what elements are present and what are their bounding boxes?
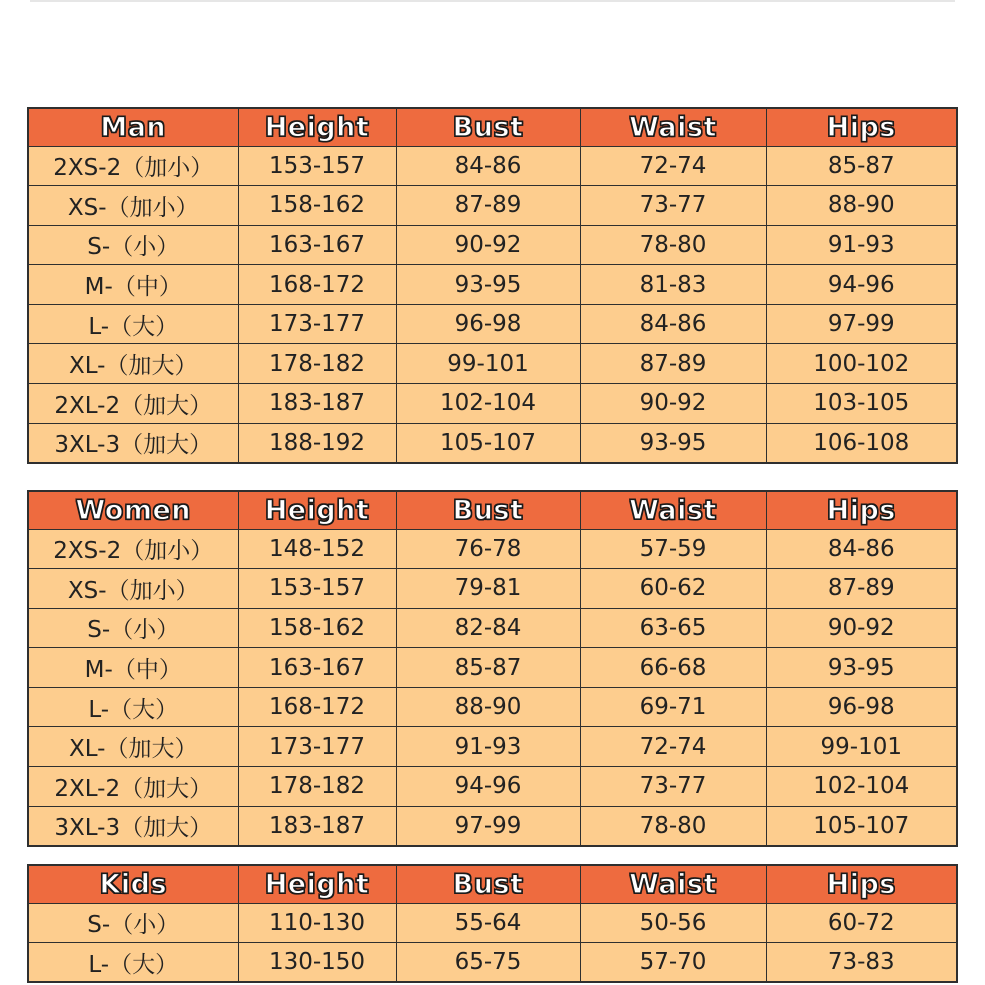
size-cell: XS-（加小） — [28, 186, 238, 226]
table-row — [28, 384, 957, 424]
hips-cell: 88-90 — [766, 186, 957, 226]
size-cell: L-（大） — [28, 943, 238, 983]
bust-cell: 88-90 — [396, 687, 580, 727]
table-row — [28, 304, 957, 344]
hips-cell: 84-86 — [766, 529, 957, 569]
waist-cell: 90-92 — [580, 384, 766, 424]
hips-cell: 94-96 — [766, 265, 957, 305]
bust-cell: 102-104 — [396, 384, 580, 424]
header-row — [28, 865, 957, 903]
height-cell: 173-177 — [238, 304, 396, 344]
table-row — [28, 265, 957, 305]
top-divider — [30, 0, 955, 2]
size-table-kids — [27, 864, 958, 983]
table-row — [28, 529, 957, 569]
hips-cell: 91-93 — [766, 225, 957, 265]
bust-cell: 99-101 — [396, 344, 580, 384]
waist-cell: 57-70 — [580, 943, 766, 983]
table-row — [28, 186, 957, 226]
size-cell: XL-（加大） — [28, 727, 238, 767]
header-waist: Waist — [580, 491, 766, 529]
waist-cell: 78-80 — [580, 225, 766, 265]
height-cell: 130-150 — [238, 943, 396, 983]
header-waist: Waist — [580, 865, 766, 903]
table-row — [28, 903, 957, 943]
waist-cell: 63-65 — [580, 608, 766, 648]
table-row — [28, 146, 957, 186]
table-row — [28, 806, 957, 846]
header-bust: Bust — [396, 491, 580, 529]
height-cell: 183-187 — [238, 806, 396, 846]
header-hips: Hips — [766, 491, 957, 529]
bust-cell: 90-92 — [396, 225, 580, 265]
hips-cell: 73-83 — [766, 943, 957, 983]
waist-cell: 73-77 — [580, 767, 766, 807]
size-cell: 3XL-3（加大） — [28, 806, 238, 846]
bust-cell: 91-93 — [396, 727, 580, 767]
header-bust: Bust — [396, 865, 580, 903]
waist-cell: 66-68 — [580, 648, 766, 688]
table-row — [28, 608, 957, 648]
hips-cell: 102-104 — [766, 767, 957, 807]
header-hips: Hips — [766, 108, 957, 146]
hips-cell: 97-99 — [766, 304, 957, 344]
waist-cell: 87-89 — [580, 344, 766, 384]
size-cell: S-（小） — [28, 225, 238, 265]
bust-cell: 76-78 — [396, 529, 580, 569]
height-cell: 158-162 — [238, 608, 396, 648]
waist-cell: 57-59 — [580, 529, 766, 569]
waist-cell: 78-80 — [580, 806, 766, 846]
hips-cell: 96-98 — [766, 687, 957, 727]
table-row — [28, 423, 957, 463]
header-group: Man — [28, 108, 238, 146]
waist-cell: 72-74 — [580, 727, 766, 767]
bust-cell: 105-107 — [396, 423, 580, 463]
height-cell: 178-182 — [238, 767, 396, 807]
size-cell: M-（中） — [28, 265, 238, 305]
height-cell: 168-172 — [238, 265, 396, 305]
bust-cell: 94-96 — [396, 767, 580, 807]
size-cell: S-（小） — [28, 608, 238, 648]
table-row — [28, 727, 957, 767]
table-row — [28, 569, 957, 609]
bust-cell: 84-86 — [396, 146, 580, 186]
bust-cell: 82-84 — [396, 608, 580, 648]
size-table-man — [27, 107, 958, 464]
size-cell: M-（中） — [28, 648, 238, 688]
table-row — [28, 943, 957, 983]
size-cell: XL-（加大） — [28, 344, 238, 384]
hips-cell: 99-101 — [766, 727, 957, 767]
waist-cell: 93-95 — [580, 423, 766, 463]
height-cell: 163-167 — [238, 648, 396, 688]
size-cell: 3XL-3（加大） — [28, 423, 238, 463]
bust-cell: 93-95 — [396, 265, 580, 305]
waist-cell: 72-74 — [580, 146, 766, 186]
size-cell: 2XS-2（加小） — [28, 146, 238, 186]
table-row — [28, 687, 957, 727]
hips-cell: 103-105 — [766, 384, 957, 424]
hips-cell: 85-87 — [766, 146, 957, 186]
size-cell: 2XL-2（加大） — [28, 767, 238, 807]
size-cell: S-（小） — [28, 903, 238, 943]
header-row — [28, 108, 957, 146]
waist-cell: 69-71 — [580, 687, 766, 727]
table-row — [28, 225, 957, 265]
height-cell: 183-187 — [238, 384, 396, 424]
height-cell: 148-152 — [238, 529, 396, 569]
header-hips: Hips — [766, 865, 957, 903]
waist-cell: 81-83 — [580, 265, 766, 305]
height-cell: 163-167 — [238, 225, 396, 265]
bust-cell: 55-64 — [396, 903, 580, 943]
table-row — [28, 344, 957, 384]
hips-cell: 105-107 — [766, 806, 957, 846]
header-height: Height — [238, 491, 396, 529]
header-group: Women — [28, 491, 238, 529]
size-cell: 2XL-2（加大） — [28, 384, 238, 424]
bust-cell: 97-99 — [396, 806, 580, 846]
waist-cell: 50-56 — [580, 903, 766, 943]
header-group: Kids — [28, 865, 238, 903]
height-cell: 110-130 — [238, 903, 396, 943]
height-cell: 173-177 — [238, 727, 396, 767]
hips-cell: 100-102 — [766, 344, 957, 384]
height-cell: 158-162 — [238, 186, 396, 226]
height-cell: 153-157 — [238, 146, 396, 186]
table-row — [28, 767, 957, 807]
hips-cell: 60-72 — [766, 903, 957, 943]
hips-cell: 106-108 — [766, 423, 957, 463]
hips-cell: 93-95 — [766, 648, 957, 688]
waist-cell: 73-77 — [580, 186, 766, 226]
bust-cell: 87-89 — [396, 186, 580, 226]
hips-cell: 90-92 — [766, 608, 957, 648]
table-row — [28, 648, 957, 688]
size-cell: 2XS-2（加小） — [28, 529, 238, 569]
size-cell: L-（大） — [28, 304, 238, 344]
header-row — [28, 491, 957, 529]
bust-cell: 96-98 — [396, 304, 580, 344]
header-bust: Bust — [396, 108, 580, 146]
height-cell: 178-182 — [238, 344, 396, 384]
bust-cell: 85-87 — [396, 648, 580, 688]
height-cell: 168-172 — [238, 687, 396, 727]
header-height: Height — [238, 865, 396, 903]
height-cell: 153-157 — [238, 569, 396, 609]
height-cell: 188-192 — [238, 423, 396, 463]
waist-cell: 60-62 — [580, 569, 766, 609]
header-height: Height — [238, 108, 396, 146]
waist-cell: 84-86 — [580, 304, 766, 344]
header-waist: Waist — [580, 108, 766, 146]
bust-cell: 65-75 — [396, 943, 580, 983]
bust-cell: 79-81 — [396, 569, 580, 609]
size-cell: XS-（加小） — [28, 569, 238, 609]
size-cell: L-（大） — [28, 687, 238, 727]
size-table-women — [27, 490, 958, 847]
hips-cell: 87-89 — [766, 569, 957, 609]
